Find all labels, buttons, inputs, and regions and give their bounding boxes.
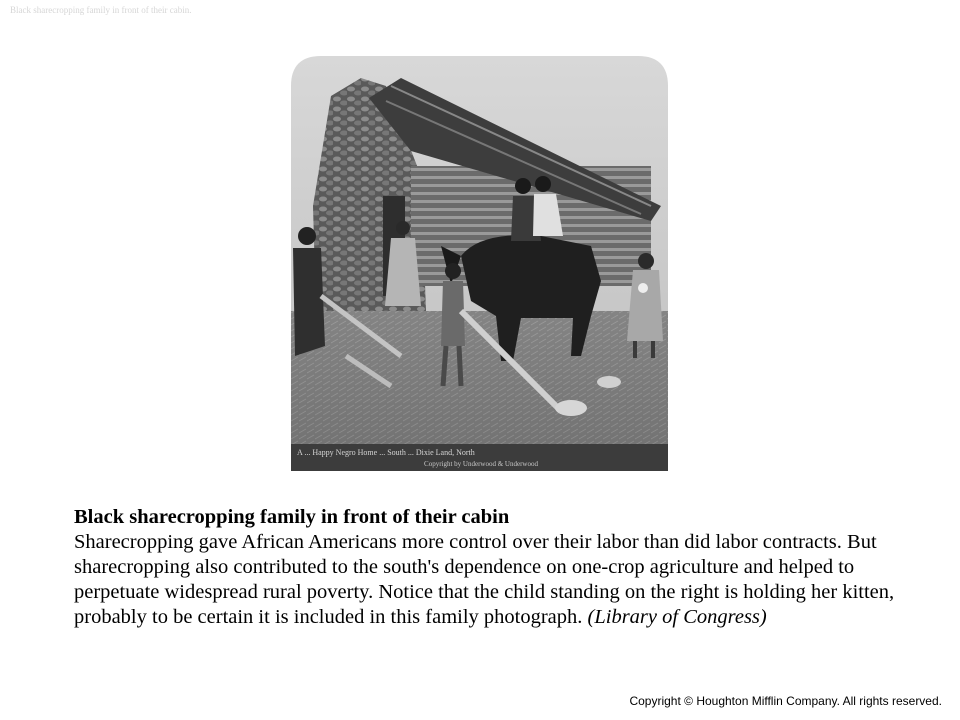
copyright-notice: Copyright © Houghton Mifflin Company. All rights reserved. <box>629 694 942 708</box>
slide-ghost-title: Black sharecropping family in front of their cabin. <box>10 5 192 15</box>
caption-credit: (Library of Congress) <box>587 606 767 628</box>
photo-inscription-line2: Copyright by Underwood & Underwood <box>424 460 538 468</box>
historical-photograph <box>291 56 668 471</box>
photo-illustration <box>291 56 668 471</box>
caption-title: Black sharecropping family in front of their cabin <box>74 506 510 528</box>
caption-body: Sharecropping gave African Americans more control over their labor than did labor contracts. But sharecropping also contributed to the south's dependence on one-crop agriculture and helped to perpetuate widespread rural poverty. Notice that the child standing on the right is holding her kitten, probably to be certain it is included in this family photograph. <box>74 531 895 628</box>
photo-inscription-line1: A ... Happy Negro Home ... South ... Dixie Land, North <box>297 448 475 457</box>
caption-block <box>74 505 904 630</box>
